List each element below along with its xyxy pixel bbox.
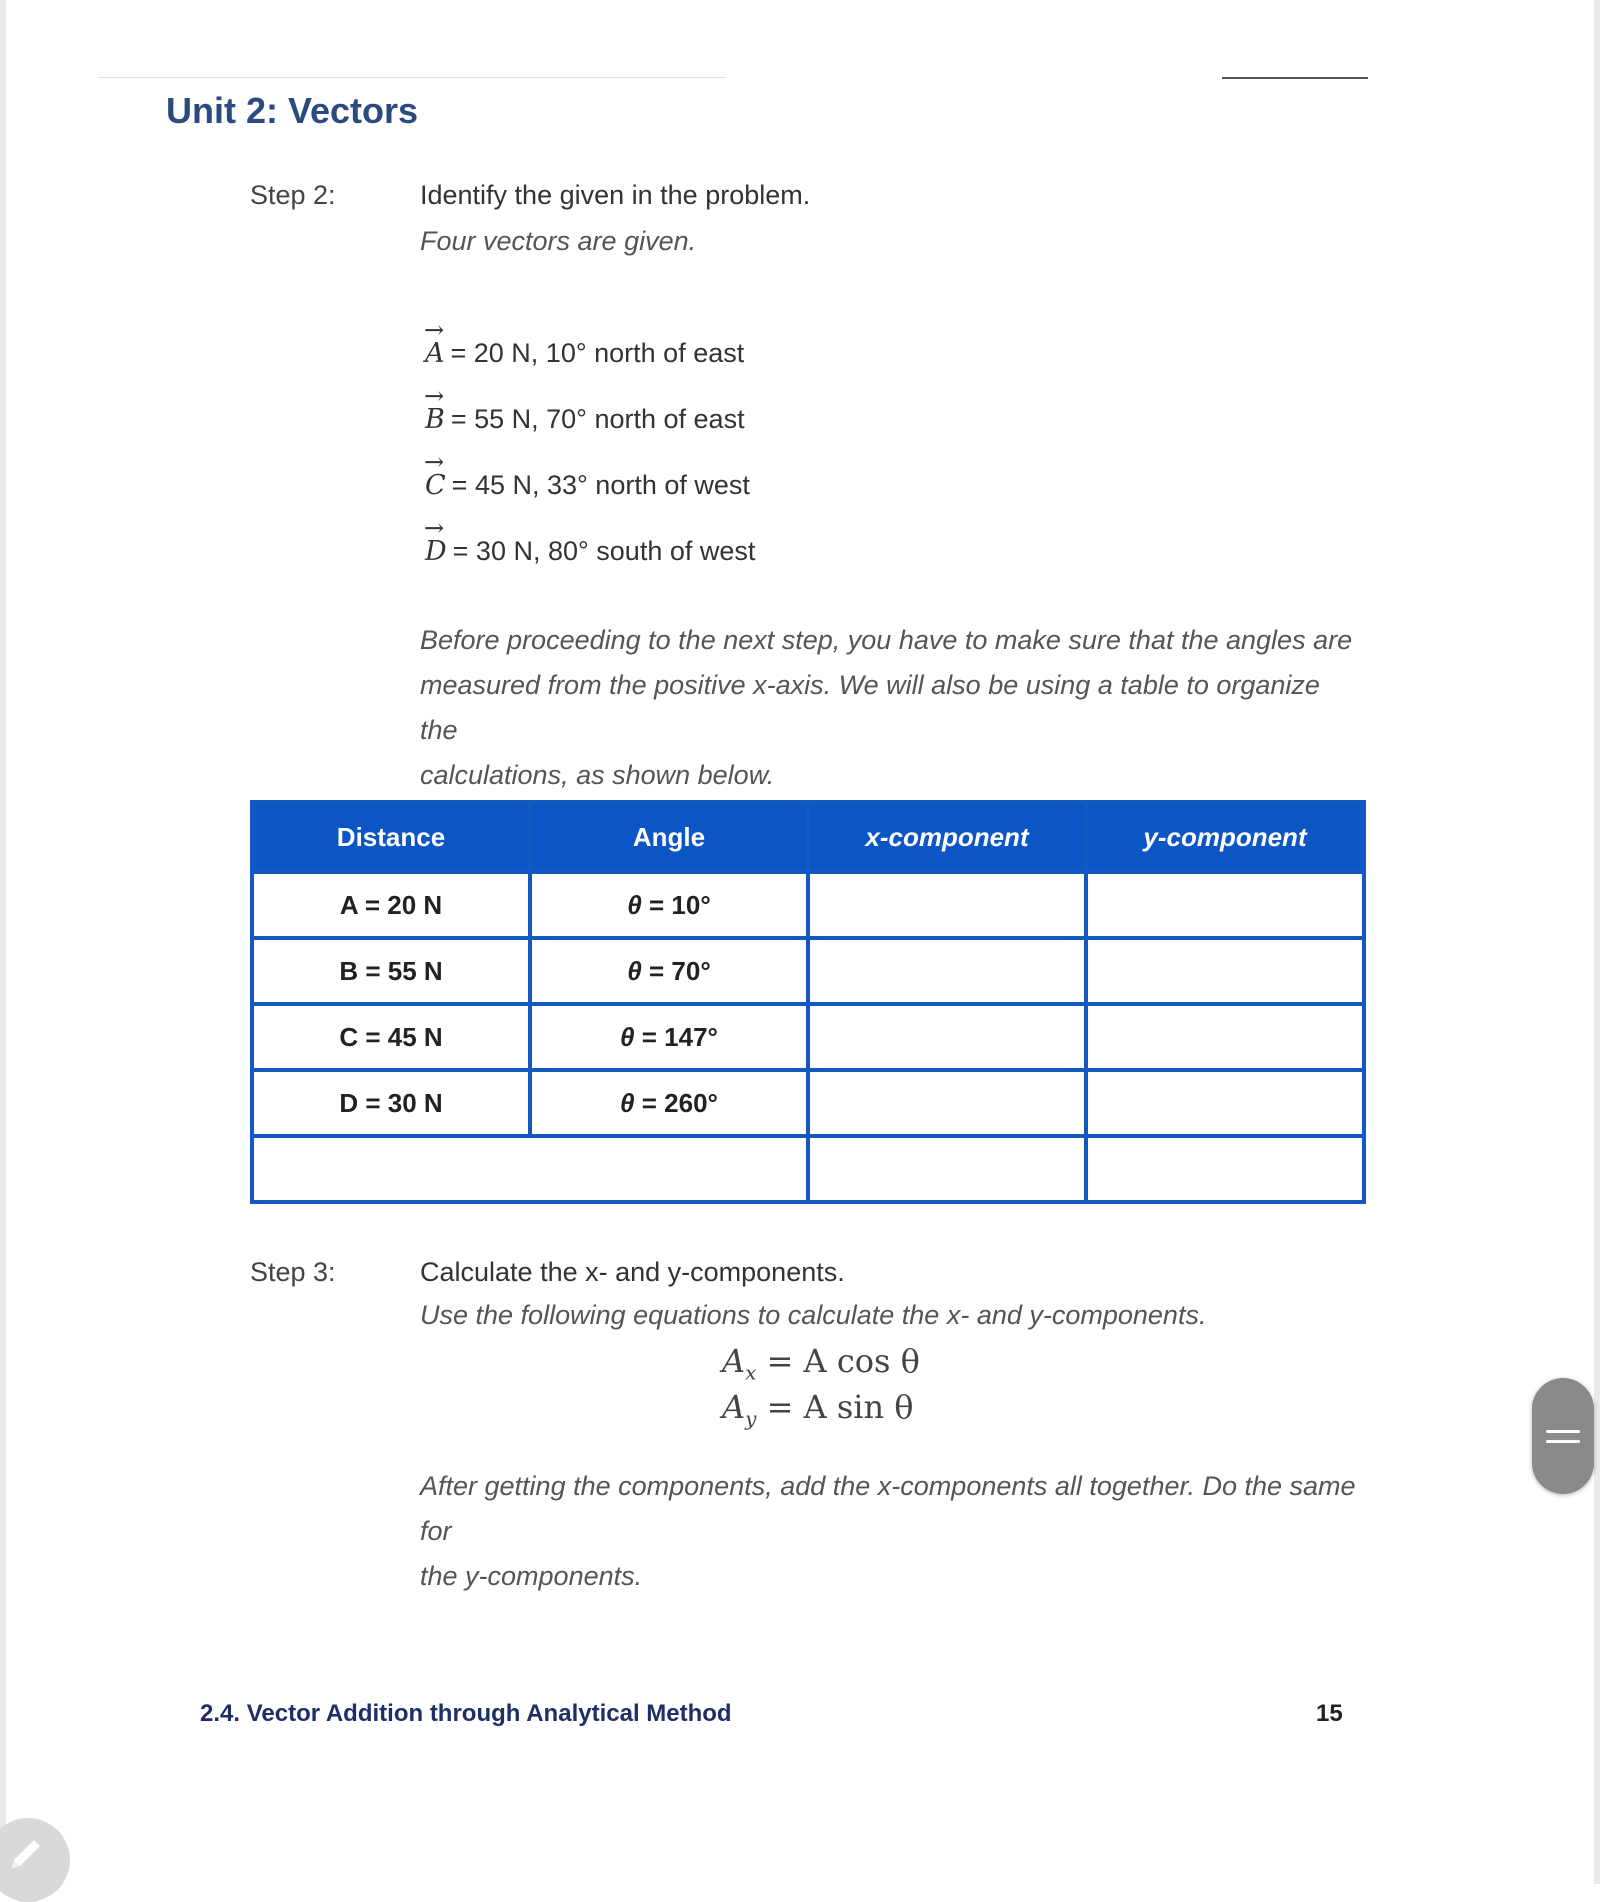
angle-value: = 260° xyxy=(641,1087,718,1118)
step3-subheading: Use the following equations to calculate the x- and y-components. xyxy=(420,1300,1207,1330)
step2-note-line: measured from the positive x-axis. We will also be using a table to organize the xyxy=(420,670,1320,745)
cell-angle xyxy=(530,1004,808,1070)
theta-symbol: θ xyxy=(627,955,642,986)
cell-x-component xyxy=(808,1070,1086,1136)
cell-y-component xyxy=(1086,1004,1364,1070)
step2-heading: Identify the given in the problem. xyxy=(420,180,811,210)
vector-b xyxy=(425,404,745,435)
table-header-row xyxy=(252,802,1364,872)
cell-x-component xyxy=(808,938,1086,1004)
cell-distance: B = 55 N xyxy=(252,938,530,1004)
equation-y-lhs: A xyxy=(722,1388,746,1426)
header-x-component: x-component xyxy=(808,802,1086,872)
cell-distance: C = 45 N xyxy=(252,1004,530,1070)
header-y-component: y-component xyxy=(1086,802,1364,872)
equation-x-sub: x xyxy=(745,1360,757,1385)
cell-distance: D = 30 N xyxy=(252,1070,530,1136)
page-title: Unit 2: Vectors xyxy=(166,90,419,131)
table-row xyxy=(252,1070,1364,1136)
table-row xyxy=(252,872,1364,938)
header-angle: Angle xyxy=(530,802,808,872)
step3-note-line: After getting the components, add the x-components all together. Do the same for xyxy=(420,1471,1356,1546)
header-rule-right xyxy=(1222,77,1368,79)
equation-y xyxy=(722,1388,914,1430)
scroll-handle-grip xyxy=(1546,1430,1580,1433)
vector-c-value: = 45 N, 33° north of west xyxy=(451,470,750,500)
equation-x-rhs: = A cos θ xyxy=(766,1342,920,1380)
cell-y-component xyxy=(1086,938,1364,1004)
vector-a-symbol: → A xyxy=(425,338,445,369)
vector-components-table xyxy=(250,800,1366,1204)
cell-distance: A = 20 N xyxy=(252,872,530,938)
cell-angle xyxy=(530,938,808,1004)
vector-d xyxy=(425,536,755,567)
table-row xyxy=(252,1004,1364,1070)
cell-x-total xyxy=(808,1136,1086,1202)
vector-a-value: = 20 N, 10° north of east xyxy=(450,338,745,368)
theta-symbol: θ xyxy=(627,889,642,920)
step3-heading: Calculate the x- and y-components. xyxy=(420,1257,845,1287)
vector-c-symbol: → C xyxy=(425,470,446,501)
cell-x-component xyxy=(808,872,1086,938)
table-row xyxy=(252,938,1364,1004)
footer-section-title: 2.4. Vector Addition through Analytical Method xyxy=(200,1700,732,1727)
theta-symbol: θ xyxy=(620,1087,635,1118)
cell-total-label xyxy=(252,1136,808,1202)
cell-x-component xyxy=(808,1004,1086,1070)
header-distance: Distance xyxy=(252,802,530,872)
pencil-icon xyxy=(4,1832,48,1876)
page-number: 15 xyxy=(1316,1700,1343,1727)
theta-symbol: θ xyxy=(620,1021,635,1052)
vector-d-value: = 30 N, 80° south of west xyxy=(452,536,756,566)
table-total-row xyxy=(252,1136,1364,1202)
cell-y-component xyxy=(1086,872,1364,938)
cell-y-component xyxy=(1086,1070,1364,1136)
step2-note-line: calculations, as shown below. xyxy=(420,760,775,790)
cell-angle xyxy=(530,1070,808,1136)
angle-value: = 70° xyxy=(649,955,711,986)
step2-note-line: Before proceeding to the next step, you have to make sure that the angles are xyxy=(420,625,1353,655)
scroll-handle-grip xyxy=(1546,1440,1580,1443)
angle-value: = 10° xyxy=(649,889,711,920)
step2-subheading: Four vectors are given. xyxy=(420,226,697,256)
equation-y-sub: y xyxy=(745,1406,757,1431)
equation-y-rhs: = A sin θ xyxy=(766,1388,914,1426)
step3-label: Step 3: xyxy=(250,1257,336,1287)
vector-b-symbol: → B xyxy=(425,404,445,435)
step2-note xyxy=(420,618,1360,798)
angle-value: = 147° xyxy=(641,1021,718,1052)
scroll-handle-icon[interactable] xyxy=(1532,1378,1594,1494)
vector-b-value: = 55 N, 70° north of east xyxy=(450,404,745,434)
vector-a xyxy=(425,338,744,369)
cell-y-total xyxy=(1086,1136,1364,1202)
equation-x-lhs: A xyxy=(722,1342,746,1380)
step2-label: Step 2: xyxy=(250,180,336,210)
step3-note-line: the y-components. xyxy=(420,1561,643,1591)
equation-x xyxy=(722,1342,920,1384)
step3-note xyxy=(420,1464,1360,1599)
cell-angle xyxy=(530,872,808,938)
header-rule-left xyxy=(98,77,726,78)
vector-d-symbol: → D xyxy=(425,536,447,567)
vector-c xyxy=(425,470,750,501)
